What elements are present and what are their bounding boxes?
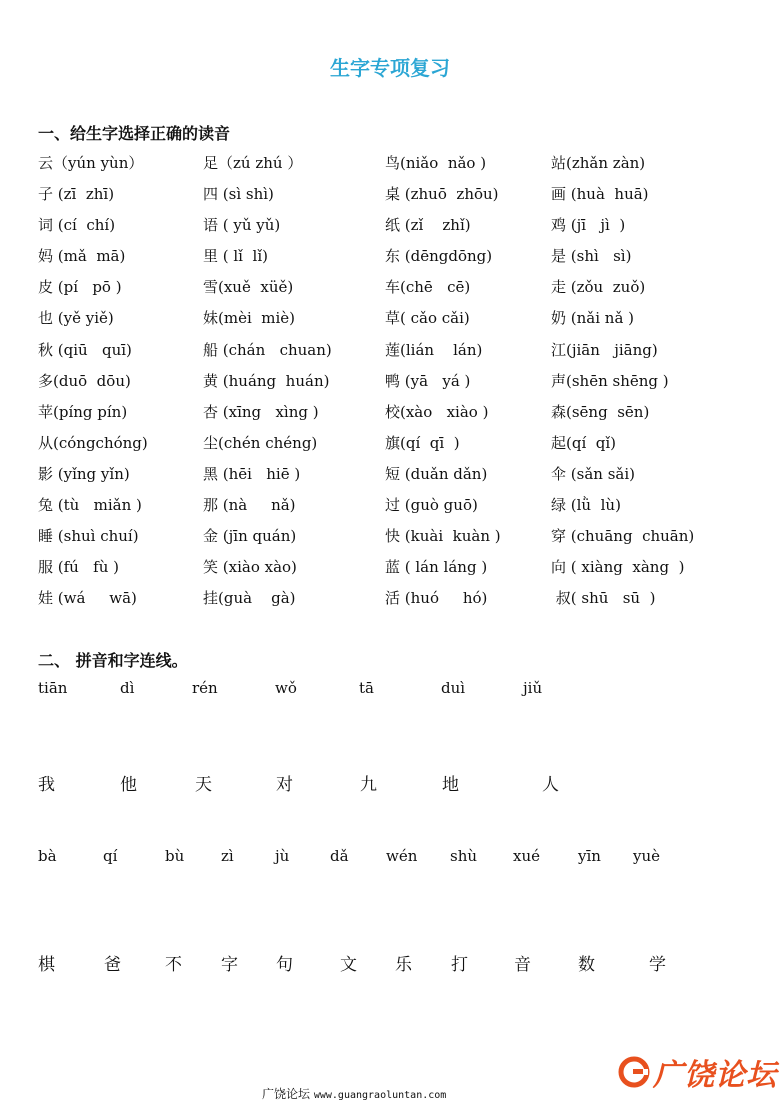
pronunciation-item: 鸭 (yā yá ) bbox=[385, 371, 471, 390]
pinyin-item[interactable]: rén bbox=[192, 679, 218, 697]
pronunciation-item: 蓝 ( lán láng ) bbox=[385, 558, 488, 577]
hanzi-item[interactable]: 他 bbox=[120, 775, 137, 795]
pronunciation-item: 四 (sì shì) bbox=[203, 185, 274, 204]
site-logo bbox=[617, 1052, 777, 1092]
pronunciation-item: 奶 (nǎi nǎ ) bbox=[551, 309, 635, 328]
footer bbox=[262, 1085, 446, 1102]
pronunciation-item: 兔 (tù miǎn ) bbox=[38, 496, 142, 515]
pronunciation-item: 里 ( lǐ lǐ) bbox=[203, 247, 268, 266]
pinyin-item[interactable]: zì bbox=[221, 847, 234, 865]
pronunciation-item: 多(duō dōu) bbox=[38, 371, 131, 390]
pronunciation-item: 伞 (sǎn sǎi) bbox=[551, 464, 635, 483]
pronunciation-item: 穿 (chuāng chuān) bbox=[551, 527, 695, 546]
pronunciation-item: 云（yún yùn） bbox=[38, 154, 144, 172]
pronunciation-item: 画 (huà huā) bbox=[551, 185, 649, 204]
pronunciation-item: 是 (shì sì) bbox=[551, 247, 632, 266]
pronunciation-item: 皮 (pí pō ) bbox=[38, 278, 122, 297]
pronunciation-item: 走 (zǒu zuǒ) bbox=[551, 278, 646, 297]
pronunciation-grid bbox=[38, 152, 758, 618]
section-2-heading: 二、 拼音和字连线。 bbox=[38, 651, 188, 670]
pronunciation-item: 绿 (lǜ lù) bbox=[551, 496, 621, 515]
pinyin-item[interactable]: duì bbox=[441, 679, 466, 697]
pinyin-item[interactable]: xué bbox=[513, 847, 540, 865]
pronunciation-item: 雪(xuě xüě) bbox=[203, 278, 294, 297]
pronunciation-item: 笑 (xiào xào) bbox=[203, 558, 297, 577]
pinyin-item[interactable]: yīn bbox=[578, 847, 601, 865]
hanzi-item[interactable]: 音 bbox=[514, 955, 531, 975]
pronunciation-item: 黑 (hēi hiē ) bbox=[203, 464, 301, 483]
hanzi-item[interactable]: 爸 bbox=[104, 955, 121, 975]
pinyin-item[interactable]: dǎ bbox=[330, 847, 349, 865]
pronunciation-item: 足（zú zhú ） bbox=[203, 154, 303, 172]
hanzi-item[interactable]: 不 bbox=[165, 955, 182, 975]
pronunciation-item: 语 ( yǔ yǔ) bbox=[203, 216, 281, 235]
pronunciation-item: 也 (yě yiě) bbox=[38, 309, 114, 328]
hanzi-item[interactable]: 字 bbox=[221, 955, 238, 975]
hanzi-item[interactable]: 地 bbox=[442, 775, 459, 795]
hanzi-item[interactable]: 打 bbox=[451, 955, 468, 975]
hanzi-item[interactable]: 棋 bbox=[38, 955, 55, 975]
pronunciation-item: 纸 (zǐ zhǐ) bbox=[385, 216, 471, 235]
hanzi-item[interactable]: 九 bbox=[360, 775, 377, 795]
pronunciation-item: 站(zhǎn zàn) bbox=[551, 154, 646, 172]
pronunciation-item: 向 ( xiàng xàng ) bbox=[551, 558, 685, 577]
logo-swirl-icon bbox=[617, 1055, 651, 1089]
pronunciation-item: 娃 (wá wā) bbox=[38, 589, 137, 608]
hanzi-item[interactable]: 乐 bbox=[395, 955, 412, 975]
hanzi-item[interactable]: 数 bbox=[578, 955, 595, 975]
pinyin-item[interactable]: qí bbox=[103, 847, 118, 865]
pronunciation-item: 睡 (shuì chuí) bbox=[38, 527, 139, 546]
pronunciation-item: 起(qí qǐ) bbox=[551, 433, 617, 452]
page-title: 生字专项复习 bbox=[330, 56, 450, 80]
pronunciation-item: 过 (guò guō) bbox=[385, 496, 478, 515]
pinyin-item[interactable]: jiǔ bbox=[523, 679, 543, 697]
pronunciation-item: 服 (fú fù ) bbox=[38, 558, 119, 577]
pronunciation-item: 叔( shū sū ) bbox=[551, 589, 656, 608]
pinyin-item[interactable]: wǒ bbox=[275, 679, 297, 697]
pronunciation-item: 鸟(niǎo nǎo ) bbox=[385, 154, 487, 172]
pronunciation-item: 词 (cí chí) bbox=[38, 216, 116, 235]
pronunciation-item: 苹(píng pín) bbox=[38, 402, 128, 421]
pinyin-item[interactable]: tiān bbox=[38, 679, 68, 697]
pronunciation-item: 从(cóngchóng) bbox=[38, 433, 148, 452]
pronunciation-item: 黄 (huáng huán) bbox=[203, 371, 330, 390]
pinyin-item[interactable]: wén bbox=[386, 847, 418, 865]
hanzi-item[interactable]: 句 bbox=[276, 955, 293, 975]
pronunciation-item: 影 (yǐng yǐn) bbox=[38, 464, 130, 483]
pronunciation-item: 船 (chán chuan) bbox=[203, 340, 332, 359]
hanzi-item[interactable]: 文 bbox=[340, 955, 357, 975]
pronunciation-item: 妈 (mǎ mā) bbox=[38, 247, 126, 266]
pronunciation-item: 鸡 (jī jì ) bbox=[551, 216, 626, 235]
pronunciation-item: 妹(mèi miè) bbox=[203, 309, 296, 328]
pronunciation-item: 挂(guà gà) bbox=[203, 589, 296, 608]
pronunciation-item: 东 (dēngdōng) bbox=[385, 247, 493, 266]
pronunciation-item: 森(sēng sēn) bbox=[551, 402, 650, 421]
pronunciation-item: 子 (zī zhī) bbox=[38, 185, 115, 204]
logo-text: 广饶论坛 bbox=[653, 1058, 777, 1093]
pronunciation-item: 校(xào xiào ) bbox=[385, 402, 489, 421]
pronunciation-item: 草( cǎo cǎi) bbox=[385, 309, 470, 328]
hanzi-item[interactable]: 天 bbox=[195, 775, 212, 795]
pinyin-item[interactable]: yuè bbox=[633, 847, 661, 865]
pronunciation-item: 活 (huó hó) bbox=[385, 589, 488, 608]
pronunciation-item: 秋 (qiū quī) bbox=[38, 340, 132, 359]
pronunciation-item: 快 (kuài kuàn ) bbox=[385, 527, 501, 546]
hanzi-item[interactable]: 对 bbox=[276, 775, 293, 795]
hanzi-item[interactable]: 我 bbox=[38, 775, 55, 795]
pronunciation-item: 短 (duǎn dǎn) bbox=[385, 464, 488, 483]
pronunciation-item: 声(shēn shēng ) bbox=[551, 371, 669, 390]
footer-site-name: 广饶论坛 bbox=[262, 1087, 311, 1101]
hanzi-item[interactable]: 学 bbox=[649, 955, 666, 975]
pronunciation-item: 那 (nà nǎ) bbox=[203, 496, 296, 515]
pinyin-item[interactable]: jù bbox=[275, 847, 290, 865]
hanzi-item[interactable]: 人 bbox=[542, 775, 559, 795]
section-1-heading: 一、给生字选择正确的读音 bbox=[38, 124, 231, 143]
footer-url[interactable]: www.guangraoluntan.com bbox=[313, 1090, 447, 1101]
pronunciation-item: 旗(qí qī ) bbox=[385, 433, 460, 452]
pronunciation-item: 车(chē cē) bbox=[385, 278, 471, 297]
pronunciation-item: 金 (jīn quán) bbox=[203, 527, 297, 546]
pronunciation-item: 桌 (zhuō zhōu) bbox=[385, 185, 499, 204]
pinyin-item[interactable]: shù bbox=[450, 847, 478, 865]
pronunciation-item: 江(jiān jiāng) bbox=[551, 340, 658, 359]
pinyin-item[interactable]: bà bbox=[38, 847, 57, 865]
pinyin-item[interactable]: dì bbox=[120, 679, 135, 697]
pronunciation-item: 尘(chén chéng) bbox=[203, 433, 318, 452]
pinyin-item[interactable]: tā bbox=[359, 679, 374, 697]
pinyin-item[interactable]: bù bbox=[165, 847, 185, 865]
pronunciation-item: 杏 (xīng xìng ) bbox=[203, 402, 319, 421]
pronunciation-item: 莲(lián lán) bbox=[385, 340, 483, 359]
